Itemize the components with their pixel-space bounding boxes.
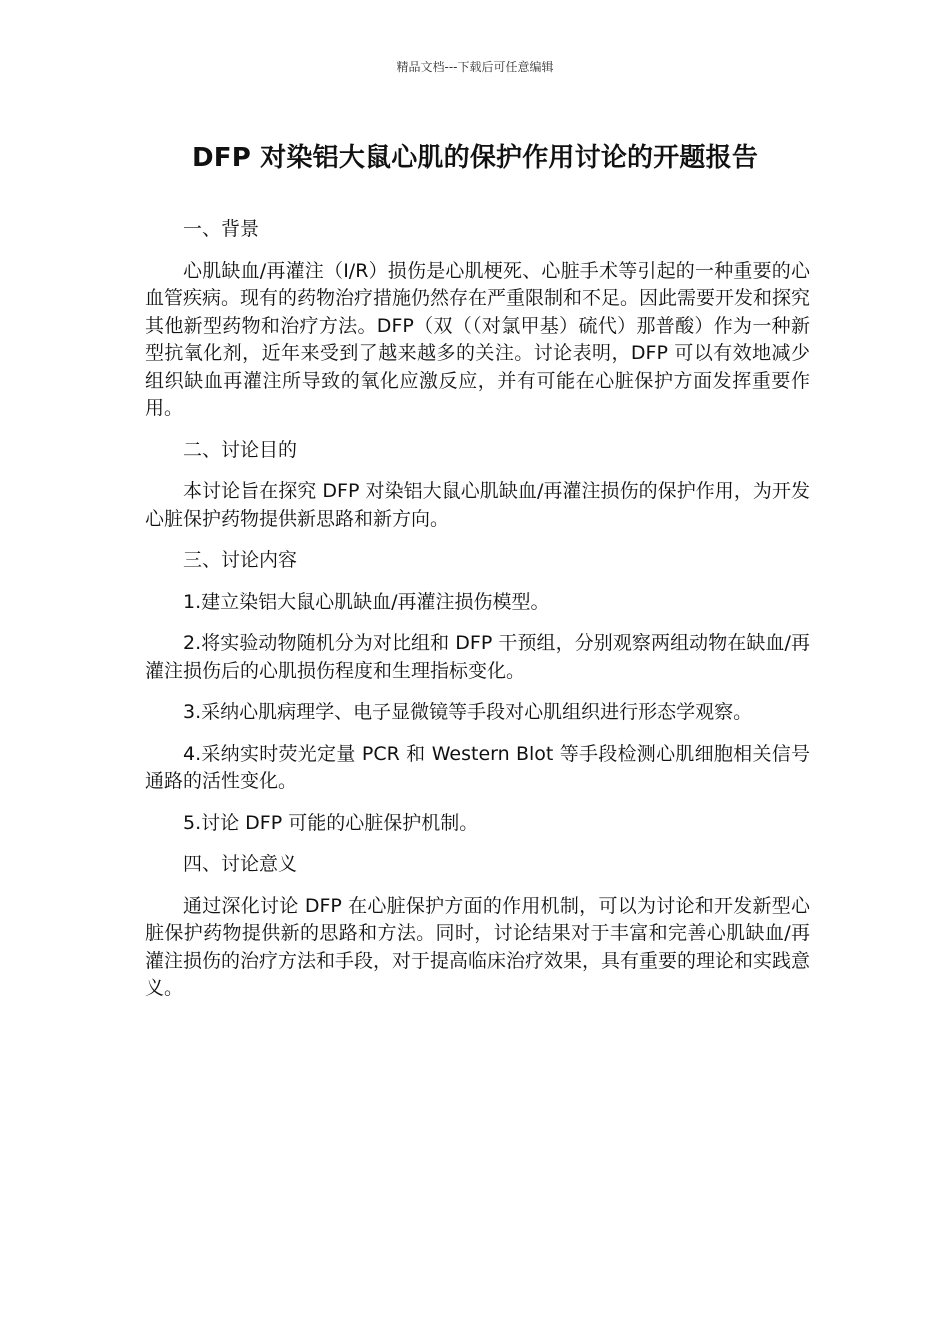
purpose-paragraph: 本讨论旨在探究 DFP 对染铝大鼠心肌缺血/再灌注损伤的保护作用，为开发心脏保护药物提供新思路和新方向。: [145, 480, 810, 530]
background-paragraph: 心肌缺血/再灌注（I/R）损伤是心肌梗死、心脏手术等引起的一种重要的心血管疾病。现有的药物治疗措施仍然存在严重限制和不足。因此需要开发和探究其他新型药物和治疗方法。DFP（双（（对氯甲基）硫代）那普酸）作为一种新型抗氧化剂，近年来受到了越来越多的关注。讨论表明，DFP 可以有效地减少组织缺血再灌注所导致的氧化应激反应，并有可能在心脏保护方面发挥重要作用。: [145, 259, 811, 419]
content-item-5: 5.讨论 DFP 可能的心脏保护机制。: [183, 811, 479, 834]
content-item-3: 3.采纳心肌病理学、电子显微镜等手段对心肌组织进行形态学观察。: [183, 701, 753, 723]
document-body: [145, 216, 810, 1017]
content-item-4: 4.采纳实时荧光定量 PCR 和 Western Blot 等手段检测心肌细胞相关信号通路的活性变化。: [145, 742, 810, 792]
section-heading-content: 三、讨论内容: [183, 549, 298, 571]
content-item-1: 1.建立染铝大鼠心肌缺血/再灌注损伤模型。: [183, 590, 550, 613]
section-heading-purpose: 二、讨论目的: [183, 438, 298, 461]
content-item-2: 2.将实验动物随机分为对比组和 DFP 干预组，分别观察两组动物在缺血/再灌注损伤后的心肌损伤程度和生理指标变化。: [145, 632, 810, 682]
section-heading-background: 一、背景: [183, 218, 260, 240]
significance-paragraph: 通过深化讨论 DFP 在心脏保护方面的作用机制，可以为讨论和开发新型心脏保护药物提供新的思路和方法。同时，讨论结果对于丰富和完善心肌缺血/再灌注损伤的治疗方法和手段，对于提高临床治疗效果，具有重要的理论和实践意义。: [145, 894, 811, 999]
header-note: 精品文档---下载后可任意编辑: [396, 60, 554, 74]
section-heading-significance: 四、讨论意义: [183, 853, 298, 875]
document-title: DFP 对染铝大鼠心肌的保护作用讨论的开题报告: [191, 143, 759, 173]
